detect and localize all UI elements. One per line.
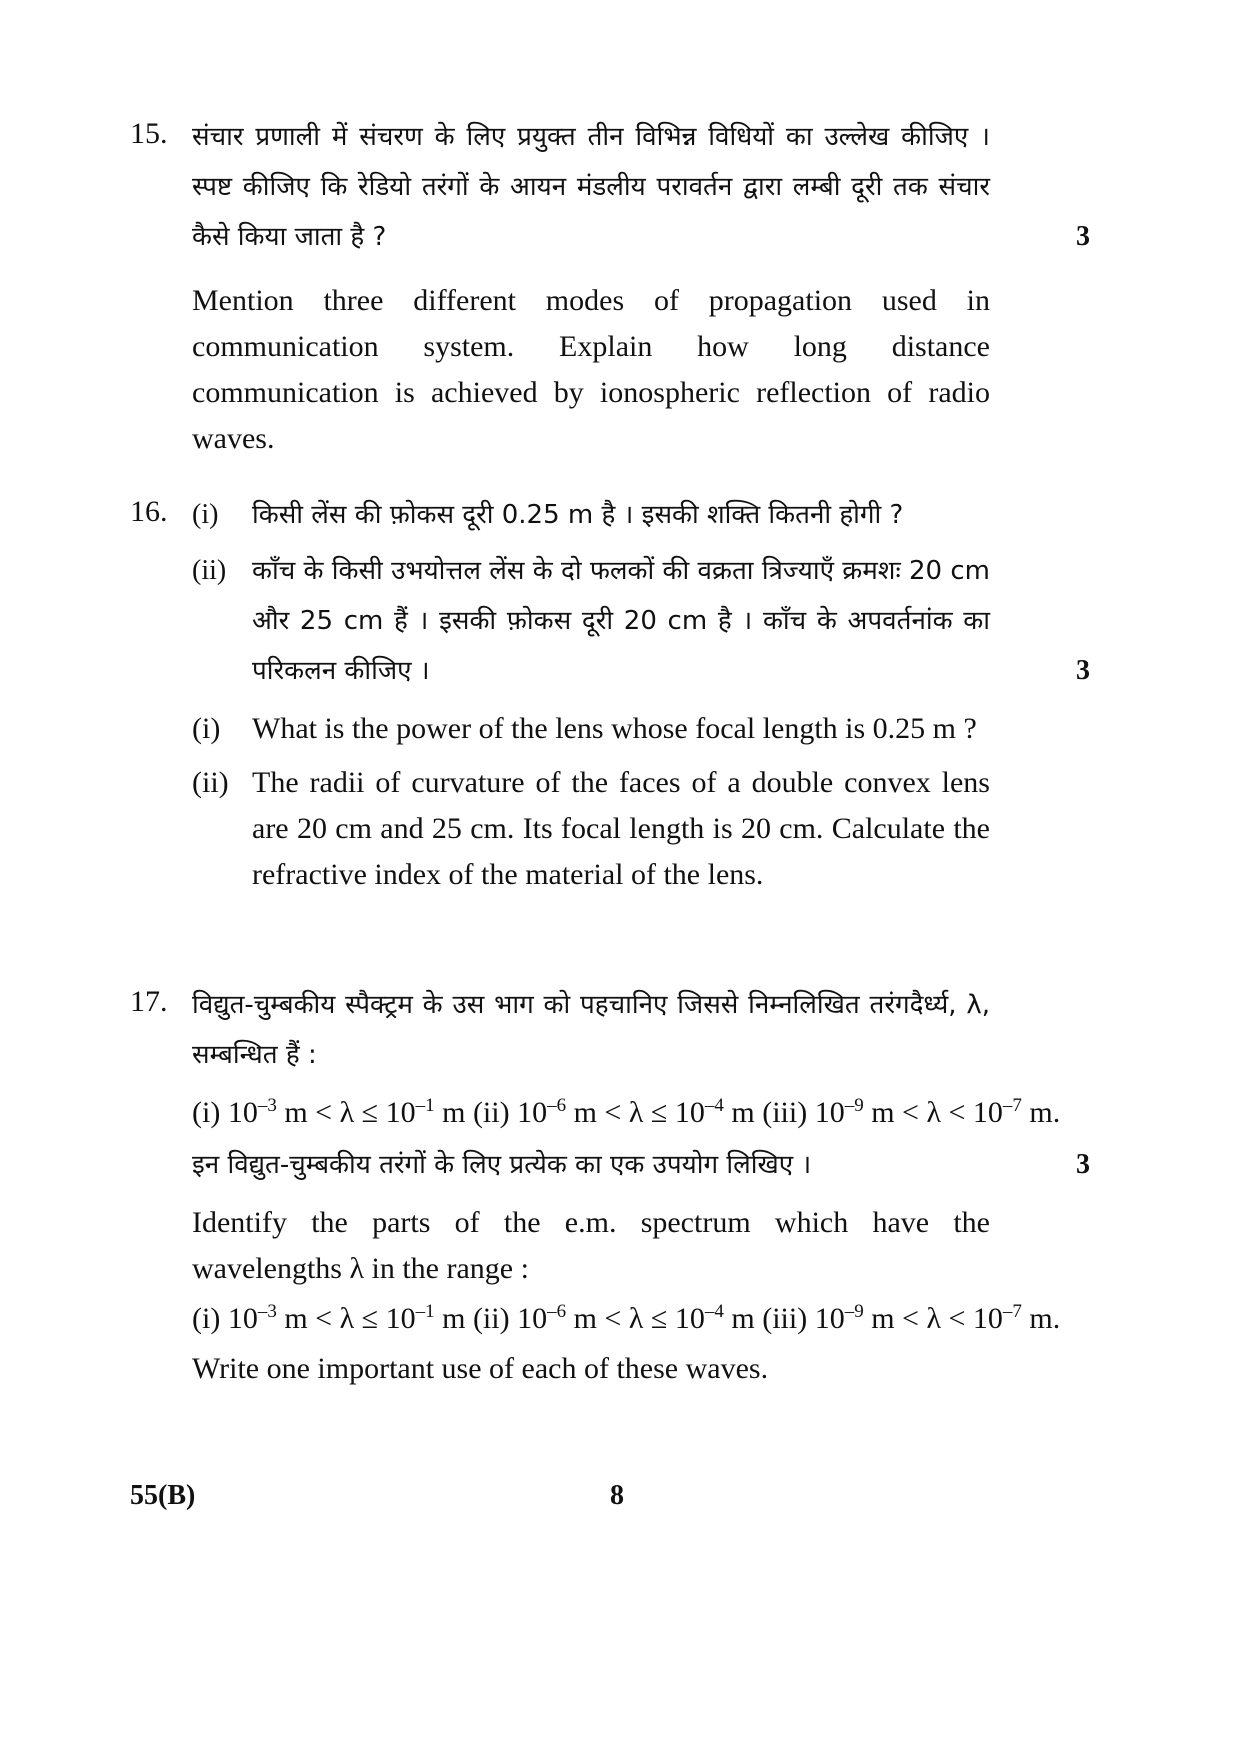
range-iii-exp-a: –9: [844, 1301, 864, 1322]
question-number: 16.: [130, 495, 168, 528]
wavelength-ranges: [192, 1090, 1090, 1136]
range-i-end: m: [434, 1302, 466, 1335]
hindi-use-text: [192, 1140, 1090, 1190]
part-text: The radii of curvature of the faces of a double convex lens are 20 cm and 25 cm. Its focal length is 20 cm. Calculate the refractive index of the material of the lens.: [252, 766, 990, 891]
hindi-text: विद्युत-चुम्बकीय स्पैक्ट्रम के उस भाग को पहचानिए जिससे निम्नलिखित तरंगदैर्ध्य, λ, सम्बन्धित हैं :: [192, 990, 990, 1070]
range-ii-exp-b: –4: [704, 1095, 724, 1116]
marks: 3: [1076, 655, 1090, 686]
range-ii-end: m: [723, 1096, 755, 1129]
hindi-part-ii: [192, 546, 1090, 696]
range-ii-exp-b: –4: [704, 1301, 724, 1322]
range-ii-mid: m < λ ≤ 10: [566, 1096, 705, 1129]
range-iii-mid: m < λ < 10: [863, 1302, 1003, 1335]
question-body: [192, 490, 1090, 898]
hindi-use: इन विद्युत-चुम्बकीय तरंगों के लिए प्रत्येक का एक उपयोग लिखिए ।: [192, 1150, 812, 1180]
question-number: 15.: [130, 117, 168, 150]
part-label: (i): [192, 712, 221, 745]
range-ii-exp-a: –6: [547, 1095, 567, 1116]
part-text: किसी लेंस की फ़ोकस दूरी 0.25 m है । इसकी शक्ति कितनी होगी ?: [252, 500, 904, 530]
range-i-label: (i) 10: [192, 1096, 258, 1129]
english-part-ii: [192, 760, 990, 898]
range-i-exp-b: –1: [415, 1095, 435, 1116]
hindi-part-i: [192, 490, 990, 540]
range-ii-end: m: [723, 1302, 755, 1335]
range-i-mid: m < λ ≤ 10: [276, 1096, 416, 1129]
range-iii-mid: m < λ < 10: [863, 1096, 1003, 1129]
hindi-question: संचार प्रणाली में संचरण के लिए प्रयुक्त तीन विभिन्न विधियों का उल्लेख कीजिए । स्पष्ट कीजिए कि रेडियो तरंगों के आयन मंडलीय परावर्तन द्वारा लम्बी दूरी तक संचार कैसे किया जाता है ?: [192, 122, 990, 252]
english-text: Mention three different modes of propagation used in communication system. Explain how long distance communication is achieved by ionospheric reflection of radio waves.: [192, 284, 990, 455]
range-iii-exp-b: –7: [1002, 1095, 1022, 1116]
range-ii-exp-a: –6: [547, 1301, 567, 1322]
range-i-exp-a: –3: [257, 1301, 277, 1322]
part-label: (ii): [192, 555, 227, 586]
english-use: Write one important use of each of these waves.: [192, 1352, 769, 1385]
range-i-label: (i) 10: [192, 1302, 258, 1335]
question-number: 17.: [130, 985, 168, 1018]
english-part-i: [192, 706, 990, 752]
range-iii-exp-b: –7: [1002, 1301, 1022, 1322]
part-label: (ii): [192, 766, 229, 799]
part-text: काँच के किसी उभयोत्तल लेंस के दो फलकों की वक्रता त्रिज्याएँ क्रमशः 20 cm और 25 cm हैं । इसकी फ़ोकस दूरी 20 cm है । काँच के अपवर्तनांक का परिकलन कीजिए ।: [252, 556, 990, 686]
range-i-exp-a: –3: [257, 1095, 277, 1116]
range-i-end: m: [434, 1096, 466, 1129]
wavelength-ranges-english: [192, 1296, 1090, 1342]
paper-code: 55(B): [130, 1480, 196, 1511]
part-text: What is the power of the lens whose focal length is 0.25 m ?: [252, 712, 977, 745]
range-i-exp-b: –1: [415, 1301, 435, 1322]
marks: 3: [1076, 221, 1090, 252]
page-number: 8: [610, 1480, 624, 1511]
range-iii-label: (iii) 10: [754, 1302, 845, 1335]
question-body: [192, 112, 1090, 462]
range-ii-label: (ii) 10: [465, 1096, 548, 1129]
hindi-text: [192, 112, 1090, 262]
question-body: [192, 980, 1090, 1392]
range-iii-exp-a: –9: [844, 1095, 864, 1116]
marks: 3: [1076, 1149, 1090, 1180]
range-iii-end: m.: [1021, 1302, 1061, 1335]
english-text: Identify the parts of the e.m. spectrum which have the wavelengths λ in the range :: [192, 1206, 990, 1285]
range-i-mid: m < λ ≤ 10: [276, 1302, 416, 1335]
part-label: (i): [192, 499, 219, 530]
range-iii-end: m.: [1021, 1096, 1061, 1129]
range-iii-label: (iii) 10: [754, 1096, 845, 1129]
range-ii-label: (ii) 10: [465, 1302, 548, 1335]
range-ii-mid: m < λ ≤ 10: [566, 1302, 705, 1335]
